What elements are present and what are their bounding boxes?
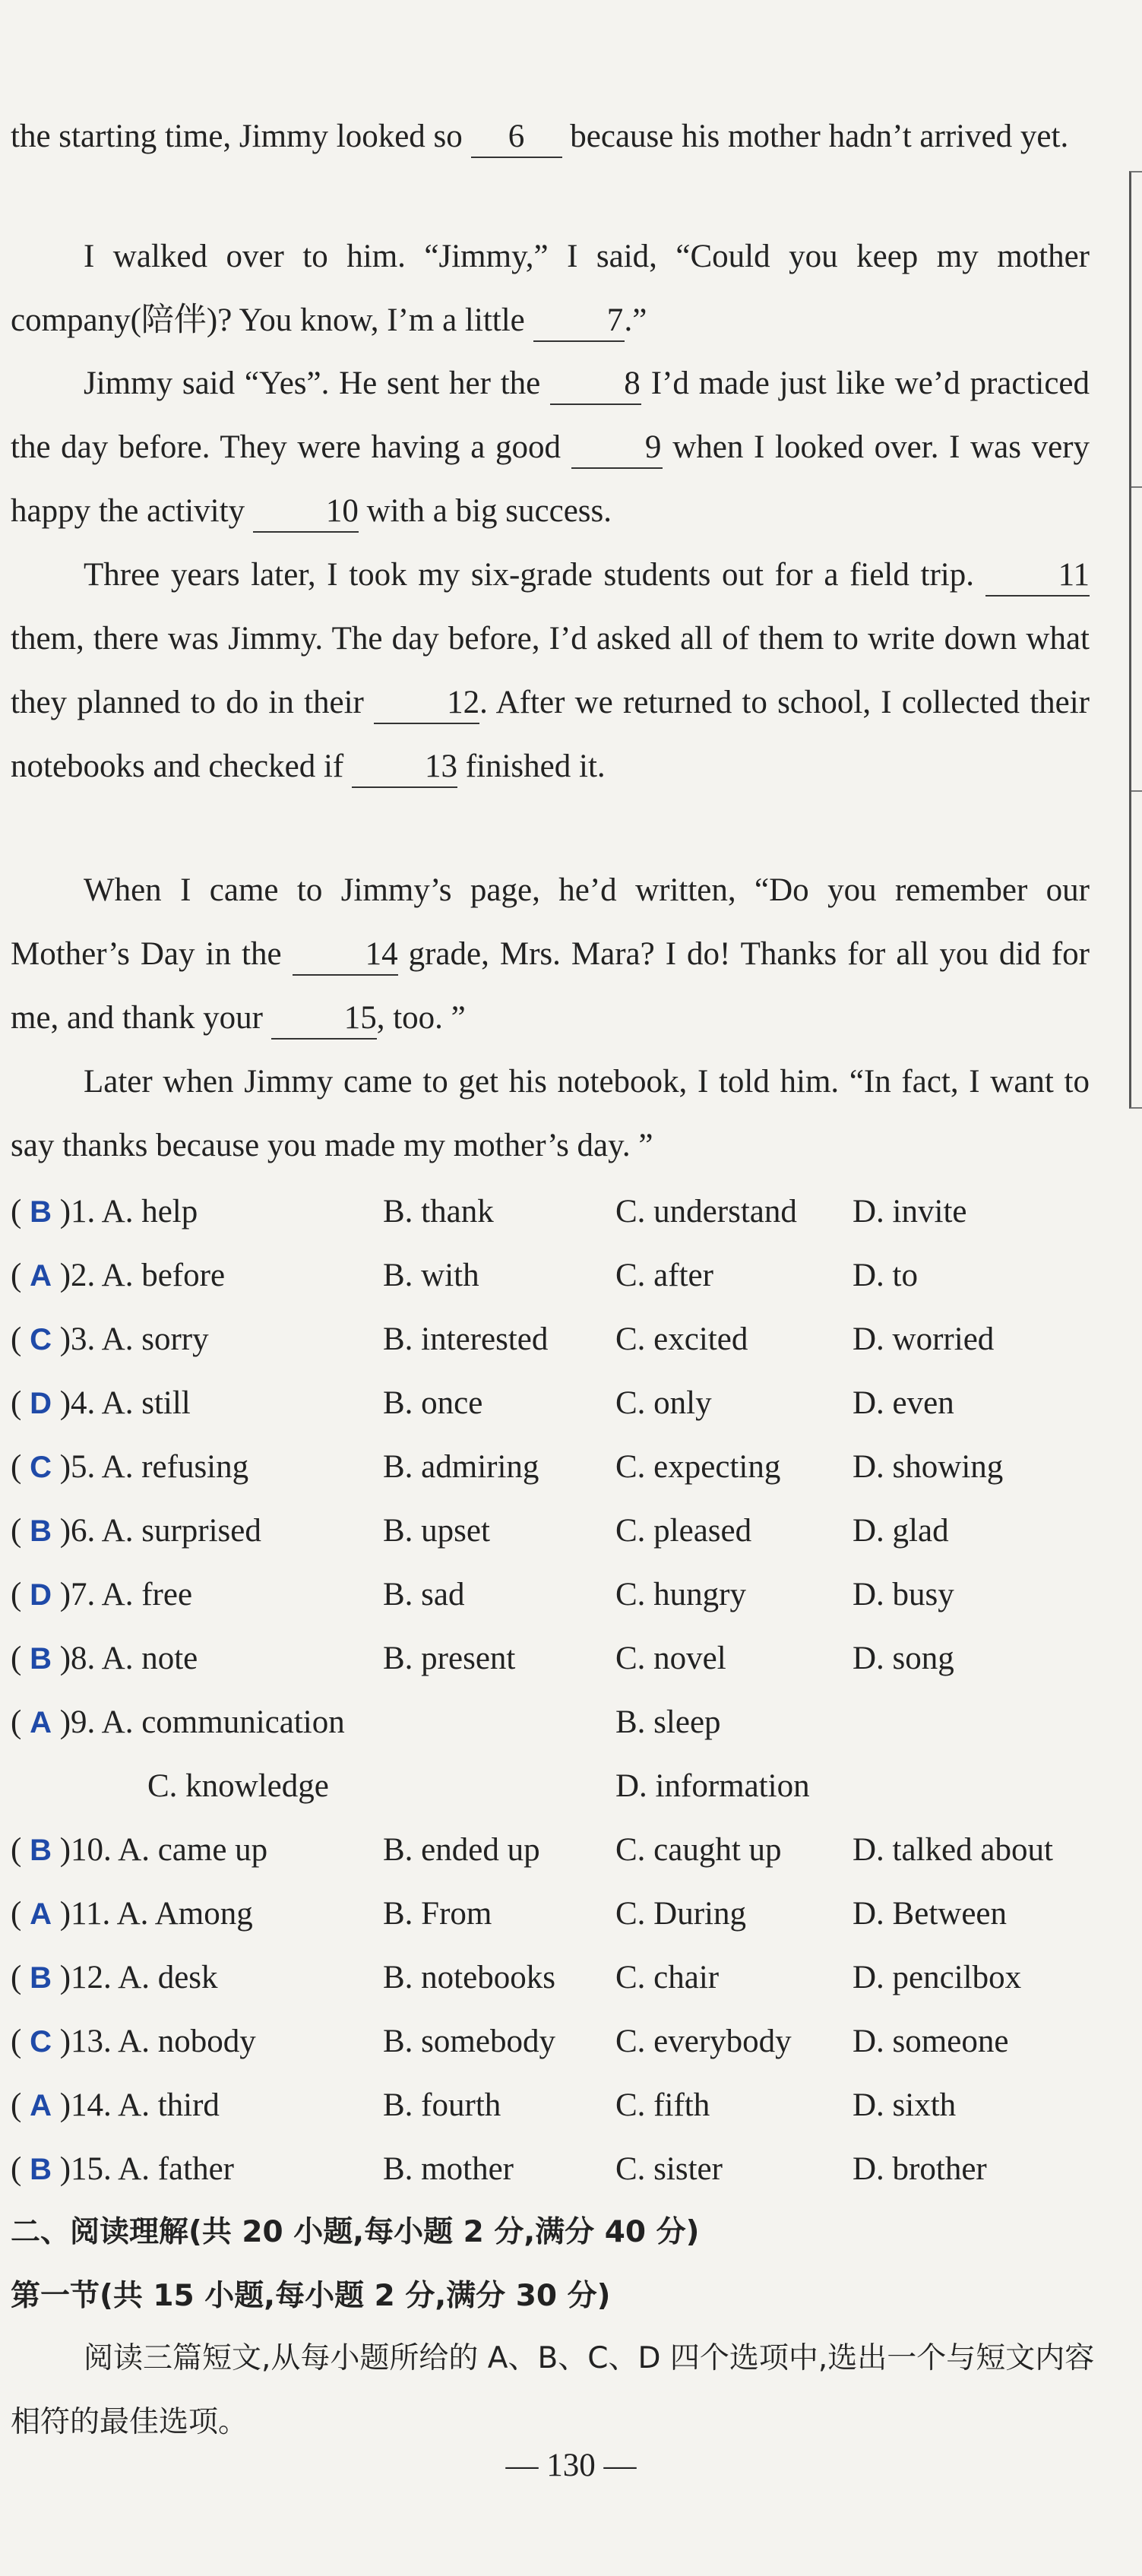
question-row: ( A )2. A. before B. with C. after D. to bbox=[11, 1258, 918, 1293]
question-row: ( C )5. A. refusing B. admiring C. expecting D. showing bbox=[11, 1449, 1004, 1485]
question-row: ( B )8. A. note B. present C. novel D. song bbox=[11, 1641, 954, 1676]
paragraph-2: I walked over to him. “Jimmy,” I said, “Could you keep my mother company(陪伴)? You know, I’m a little 7.” bbox=[11, 225, 1090, 353]
answer-mark: B bbox=[30, 1514, 52, 1548]
margin-frame bbox=[1129, 171, 1142, 1109]
blank-7: 7 bbox=[533, 301, 625, 342]
blank-14: 14 bbox=[293, 935, 398, 976]
question-row: ( B )15. A. father B. mother C. sister D. brother bbox=[11, 2151, 987, 2187]
blank-15: 15 bbox=[271, 998, 377, 1040]
answer-mark: B bbox=[30, 1642, 52, 1676]
blank-11: 11 bbox=[985, 555, 1090, 597]
question-row: ( A )9. A. communication B. sleep bbox=[11, 1704, 721, 1740]
answer-mark: D bbox=[30, 1578, 52, 1612]
paragraph-4: Three years later, I took my six-grade students out for a field trip. 11 them, there was Jimmy. The day before, I’d asked all of them to write down what they planned to do in their 12. After we returned to school, I collected their notebooks and checked if 13 finished it. bbox=[11, 543, 1090, 799]
margin-tick bbox=[1131, 790, 1142, 792]
section-title: 二、阅读理解(共 20 小题,每小题 2 分,满分 40 分) bbox=[11, 2215, 700, 2249]
question-row: ( B )6. A. surprised B. upset C. pleased D. glad bbox=[11, 1513, 949, 1549]
question-row: ( A )11. A. Among B. From C. During D. Between bbox=[11, 1896, 1007, 1932]
question-row: ( A )14. A. third B. fourth C. fifth D. sixth bbox=[11, 2087, 957, 2123]
blank-9: 9 bbox=[571, 428, 663, 469]
paragraph-3: Jimmy said “Yes”. He sent her the 8 I’d made just like we’d practiced the day before. They were having a good 9 when I looked over. I was very happy the activity 10 with a big success. bbox=[11, 352, 1090, 543]
paragraph-6: Later when Jimmy came to get his notebook, I told him. “In fact, I want to say thanks because you made my mother’s day. ” bbox=[11, 1064, 1090, 1163]
answer-mark: C bbox=[30, 2025, 52, 2059]
blank-6: 6 bbox=[471, 117, 562, 158]
page-number: — 130 — bbox=[505, 2448, 637, 2483]
answer-mark: B bbox=[30, 1195, 52, 1229]
answer-mark: A bbox=[30, 2089, 52, 2122]
answer-mark: B bbox=[30, 2153, 52, 2186]
question-row: ( D )4. A. still B. once C. only D. even bbox=[11, 1385, 954, 1421]
section-subtitle: 第一节(共 15 小题,每小题 2 分,满分 30 分) bbox=[11, 2279, 611, 2313]
answer-mark: C bbox=[30, 1323, 52, 1356]
answer-mark: A bbox=[30, 1897, 52, 1931]
margin-tick bbox=[1131, 486, 1142, 488]
question-row: ( B )12. A. desk B. notebooks C. chair D. pencilbox bbox=[11, 1960, 1022, 1995]
section-instruction: 阅读三篇短文,从每小题所给的 A、B、C、D 四个选项中,选出一个与短文内容相符的最佳选项。 bbox=[11, 2341, 1095, 2439]
blank-10: 10 bbox=[253, 492, 359, 533]
question-row: ( C )3. A. sorry B. interested C. excited D. worried bbox=[11, 1321, 995, 1357]
answer-mark: C bbox=[30, 1451, 52, 1484]
question-row: ( C )13. A. nobody B. somebody C. everybody D. someone bbox=[11, 2024, 1009, 2059]
blank-8: 8 bbox=[550, 364, 641, 405]
answer-mark: D bbox=[30, 1387, 52, 1420]
paragraph-5: When I came to Jimmy’s page, he’d written, “Do you remember our Mother’s Day in the 14 grade, Mrs. Mara? I do! Thanks for all you did for me, and thank your 15, too. ” bbox=[11, 859, 1090, 1050]
blank-13: 13 bbox=[352, 747, 457, 788]
question-row: ( B )10. A. came up B. ended up C. caught up D. talked about bbox=[11, 1832, 1053, 1868]
blank-12: 12 bbox=[374, 683, 479, 724]
paragraph-1: the starting time, Jimmy looked so 6 because his mother hadn’t arrived yet. bbox=[11, 105, 1090, 169]
question-row: C. knowledge D. information bbox=[147, 1768, 810, 1804]
question-row: ( B )1. A. help B. thank C. understand D. invite bbox=[11, 1194, 967, 1229]
answer-mark: B bbox=[30, 1834, 52, 1867]
answer-mark: B bbox=[30, 1961, 52, 1995]
answer-mark: A bbox=[30, 1259, 52, 1293]
question-row: ( D )7. A. free B. sad C. hungry D. busy bbox=[11, 1577, 954, 1612]
answer-mark: A bbox=[30, 1706, 52, 1739]
